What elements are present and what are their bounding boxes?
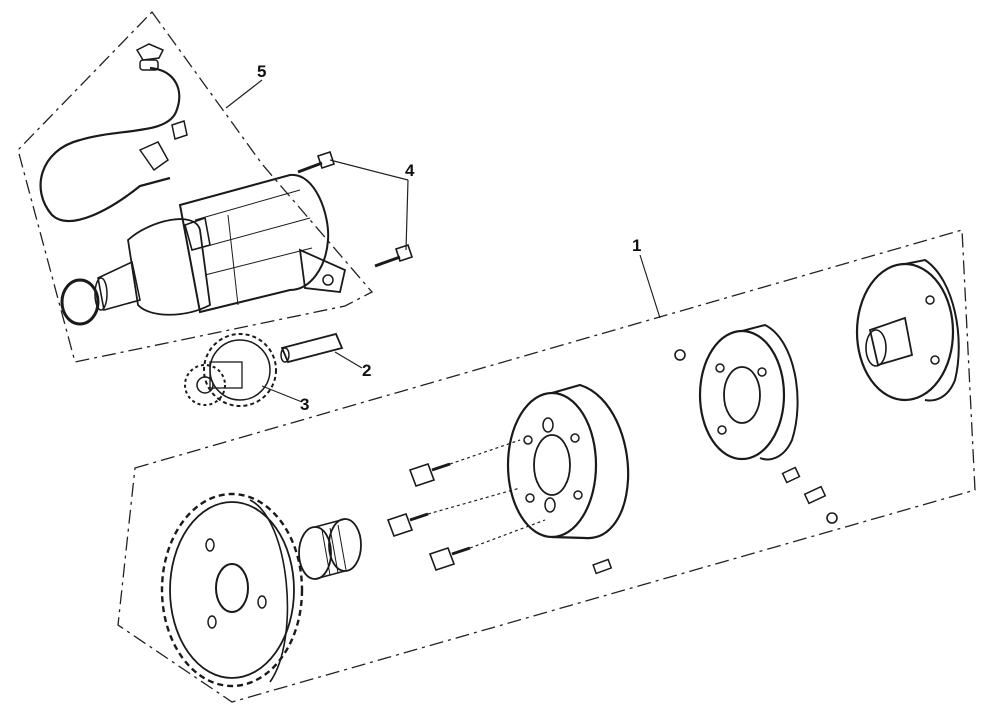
spring-1 [783, 468, 800, 483]
o-ring [62, 280, 98, 324]
callout-4: 4 [405, 161, 415, 180]
idle-gear-shaft [282, 334, 342, 362]
callout-1: 1 [632, 236, 642, 255]
group-5-boundary [18, 12, 372, 362]
one-way-clutch-plate [700, 325, 798, 459]
leader-4a [330, 160, 408, 180]
roller-1 [805, 487, 826, 504]
leader-2 [335, 352, 362, 368]
cap-1 [827, 513, 837, 523]
needle-bearing [299, 519, 361, 579]
bolt-upper [298, 152, 334, 172]
leader-4b [406, 180, 408, 250]
leader-1 [640, 255, 660, 318]
callout-3: 3 [300, 395, 310, 414]
callout-2: 2 [362, 361, 372, 380]
starter-driven-gear [162, 494, 302, 686]
callout-5: 5 [257, 62, 267, 81]
dowel-pin [593, 560, 611, 574]
clutch-flange-housing [857, 260, 959, 400]
leader-3 [262, 386, 302, 402]
leader-5 [226, 80, 262, 108]
starter-cable [41, 44, 180, 221]
starter-motor [95, 121, 345, 315]
pin-1 [675, 350, 685, 360]
socket-bolt-3 [430, 548, 470, 570]
socket-bolt-1 [410, 464, 450, 486]
reduction-gear [185, 334, 276, 406]
socket-bolt-2 [388, 514, 428, 536]
starter-clutch-outer [508, 385, 628, 538]
